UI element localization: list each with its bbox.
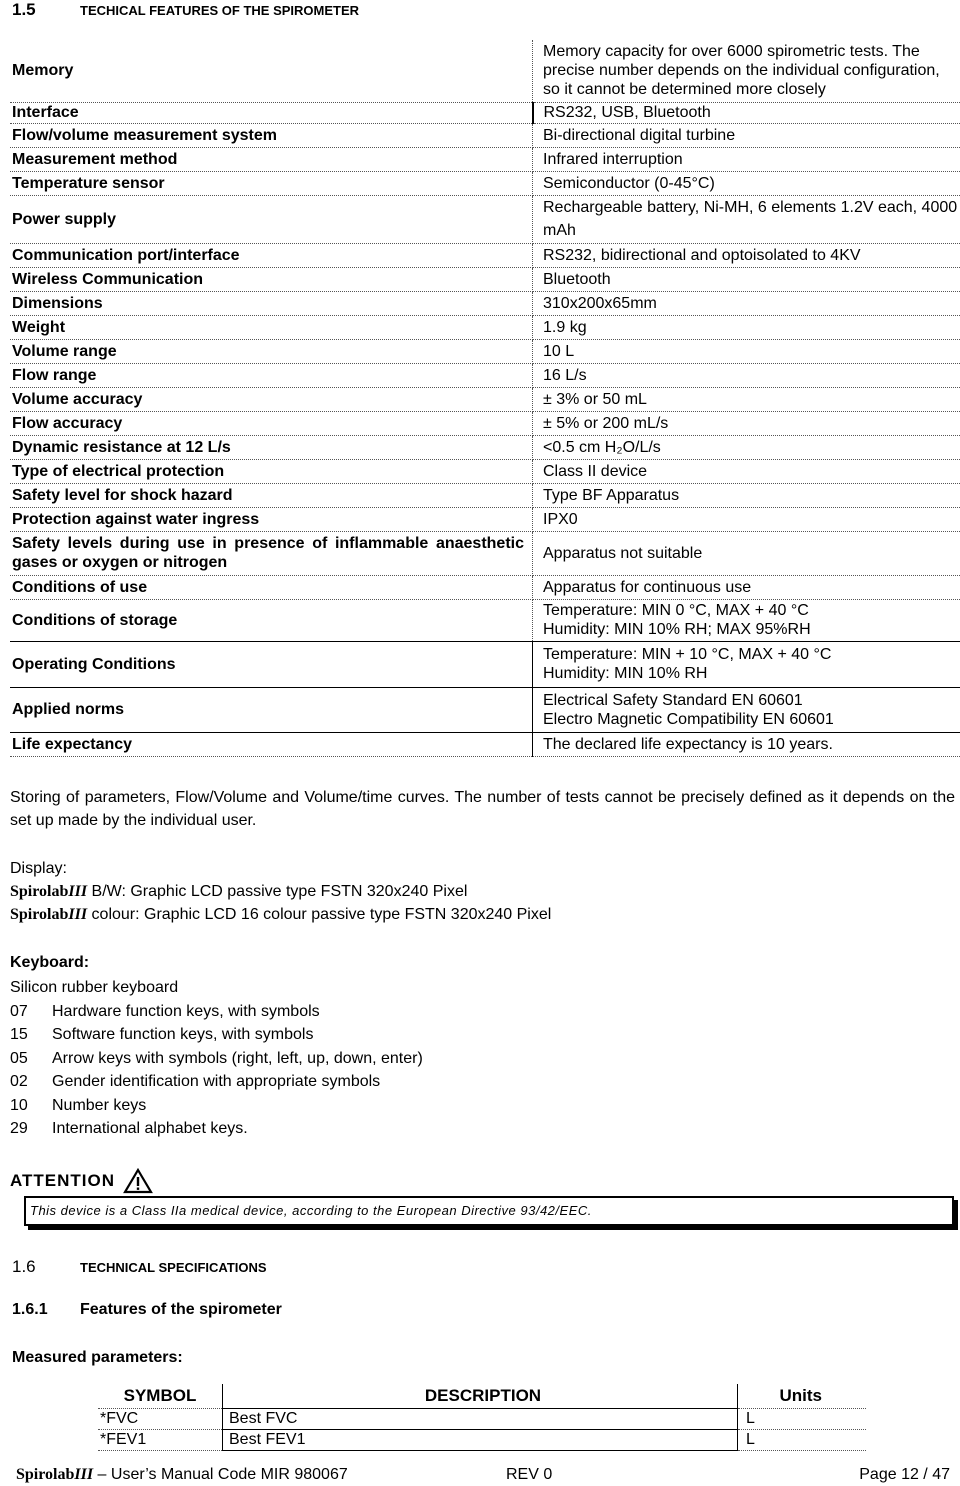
list-item: 07 Hardware function keys, with symbols [10,1002,320,1020]
brand-name: SpirolabIII [10,883,88,900]
footer-revision: REV 0 [506,1466,553,1483]
symbols-table [98,1384,866,1451]
section-title: TECHICAL FEATURES OF THE SPIROMETER [80,3,360,18]
feature-value: 10 L [533,339,960,363]
storing-paragraph: Storing of parameters, Flow/Volume and Volume/time curves. The number of tests cannot be precisely defined as it depends on the set up made by the individual user. [10,789,955,829]
display-bw-line: SpirolabIII B/W: Graphic LCD passive type FSTN 320x240 Pixel [10,883,468,900]
feature-value: 310x200x65mm [533,291,960,315]
keyboard-list [10,976,423,1141]
attention-heading [10,1168,153,1194]
feature-value: Apparatus for continuous use [533,575,960,599]
feature-label: Conditions of storage [10,599,533,641]
feature-value: ± 5% or 200 mL/s [533,411,960,435]
attention-label: ATTENTION [10,1171,116,1190]
column-header-units: Units [738,1384,867,1409]
feature-value: Class II device [533,459,960,483]
feature-label: Flow range [10,363,533,387]
brand-name: SpirolabIII [10,906,88,923]
feature-value: Semiconductor (0-45°C) [533,171,960,195]
feature-label: Memory [10,40,533,102]
display-colour-line: SpirolabIII colour: Graphic LCD 16 colour passive type FSTN 320x240 Pixel [10,906,552,923]
footer-manual-code: SpirolabIII – User’s Manual Code MIR 980067 [16,1466,348,1483]
section-heading-1-6-1: 1.6.1 Features of the spirometer [12,1301,282,1318]
feature-label: Dynamic resistance at 12 L/s [10,435,533,459]
feature-value-2: Humidity: MIN 10% RH; MAX 95%RH [543,621,811,638]
keyboard-heading: Keyboard: [10,954,90,971]
feature-label: Life expectancy [10,732,533,756]
feature-label: Volume range [10,339,533,363]
feature-label: Safety level for shock hazard [10,483,533,507]
feature-value: Bluetooth [533,267,960,291]
feature-value: Infrared interruption [533,147,960,171]
table-row: *FVC Best FVC L [98,1409,866,1430]
feature-value: Temperature: MIN + 10 °C, MAX + 40 °C [543,646,832,663]
feature-value-2: Humidity: MIN 10% RH [543,665,708,682]
column-header-description: DESCRIPTION [223,1384,738,1409]
feature-value: Electrical Safety Standard EN 60601 [543,691,803,709]
feature-value: Temperature: MIN 0 °C, MAX + 40 °C [543,602,809,619]
feature-label: Weight [10,315,533,339]
warning-triangle-icon [123,1168,153,1194]
footer-page-number: Page 12 / 47 [859,1466,950,1483]
feature-label: Safety levels during use in presence of inflammable anaesthetic gases or oxygen or nitrogen [10,531,533,575]
feature-value: Memory capacity for over 6000 spirometric tests. The precise number depends on the individual configuration, so it cannot be determined more closely [533,40,960,102]
feature-value-2: Electro Magnetic Compatibility EN 60601 [543,710,834,728]
feature-value: 1.9 kg [533,315,960,339]
feature-value: <0.5 cm H₂O/L/s [533,435,960,459]
section-number: 1.5 [12,0,36,19]
list-item: 15 Software function keys, with symbols [10,1026,314,1043]
list-item: 29 International alphabet keys. [10,1120,248,1137]
column-header-symbol: SYMBOL [98,1384,223,1409]
feature-label: Operating Conditions [10,641,533,687]
feature-value: Bi-directional digital turbine [533,123,960,147]
feature-value: The declared life expectancy is 10 years. [533,732,960,756]
feature-label: Type of electrical protection [10,459,533,483]
feature-label: Wireless Communication [10,267,533,291]
feature-label: Dimensions [10,291,533,315]
feature-label: Protection against water ingress [10,507,533,531]
feature-value: RS232, bidirectional and optoisolated to 4KV [533,243,960,267]
feature-value: IPX0 [533,507,960,531]
feature-value: 16 L/s [533,363,960,387]
feature-label: Flow accuracy [10,411,533,435]
feature-label: Measurement method [10,147,533,171]
feature-label: Power supply [10,195,533,243]
feature-label: Applied norms [10,687,533,732]
features-table [10,40,960,757]
feature-value: RS232, USB, Bluetooth [533,102,960,123]
feature-label: Interface [10,102,533,123]
attention-box: This device is a Class IIa medical device, according to the European Directive 93/42/EEC. [24,1196,954,1226]
list-item: 10 Number keys [10,1096,147,1114]
measured-parameters-heading: Measured parameters: [12,1349,183,1366]
keyboard-subtitle: Silicon rubber keyboard [10,979,179,996]
feature-value: Type BF Apparatus [533,483,960,507]
feature-label: Volume accuracy [10,387,533,411]
feature-label: Temperature sensor [10,171,533,195]
page-footer [16,1464,950,1486]
feature-label: Communication port/interface [10,243,533,267]
section-heading-1-5 [12,0,359,20]
feature-value: Rechargeable battery, Ni-MH, 6 elements 1.2V each, 4000 mAh [533,195,960,243]
feature-label: Conditions of use [10,575,533,599]
feature-label: Flow/volume measurement system [10,123,533,147]
list-item: 02 Gender identification with appropriate symbols [10,1073,381,1090]
table-row: *FEV1 Best FEV1 L [98,1430,866,1451]
list-item: 05 Arrow keys with symbols (right, left, up, down, enter) [10,1049,423,1067]
display-heading: Display: [10,860,67,877]
feature-value: ± 3% or 50 mL [533,387,960,411]
section-heading-1-6: 1.6 TECHNICAL SPECIFICATIONS [12,1257,267,1276]
feature-value: Apparatus not suitable [533,531,960,575]
